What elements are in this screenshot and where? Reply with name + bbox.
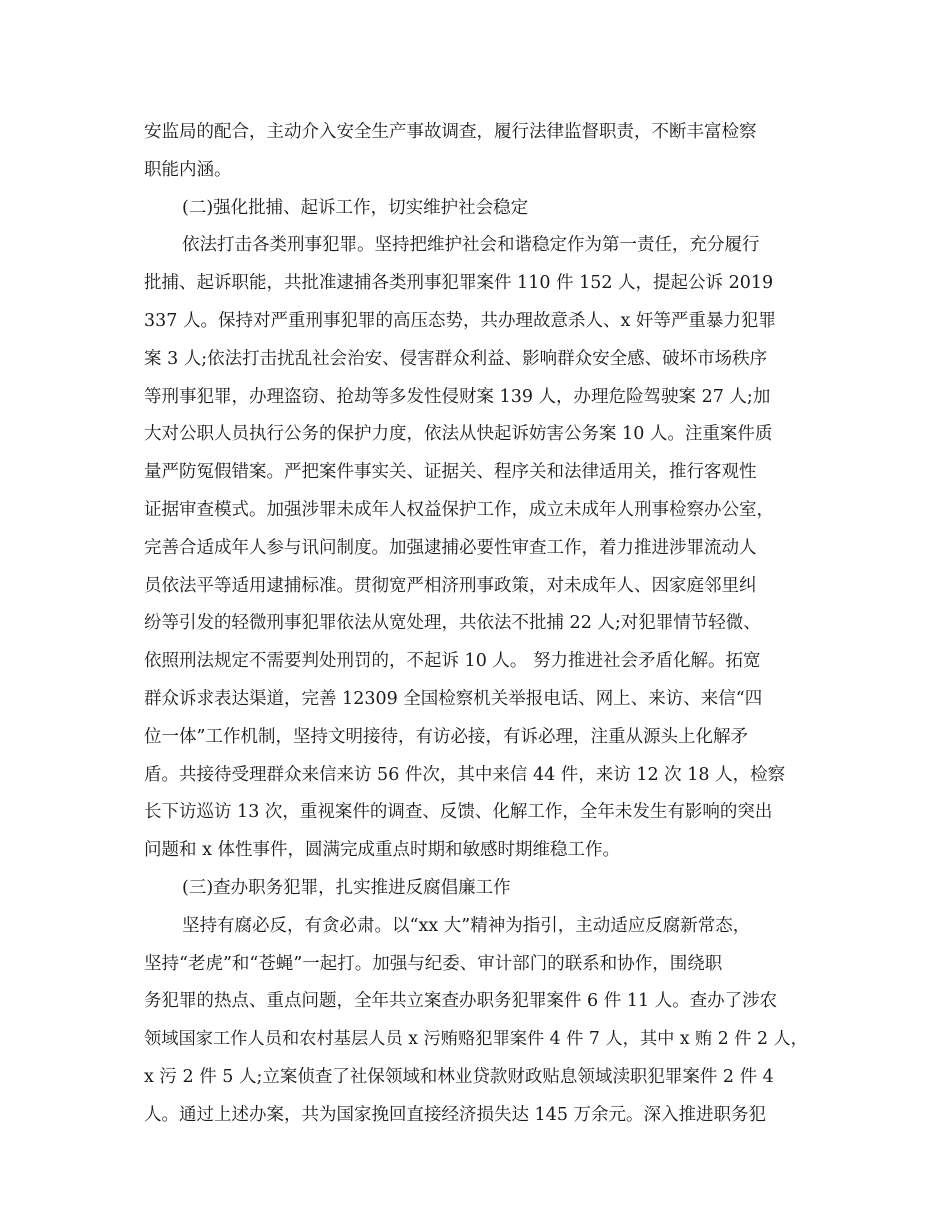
text-line: 务犯罪的热点、重点问题，全年共立案查办职务犯罪案件 6 件 11 人。查办了涉农 (144, 991, 778, 1012)
text-line: 职能内涵。 (144, 159, 232, 180)
text-line: 坚持有腐必反，有贪必肃。以“xx 大”精神为指引，主动适应反腐新常态， (182, 915, 751, 936)
text-line: 安监局的配合，主动介入安全生产事故调查，履行法律监督职责，不断丰富检察 (144, 122, 757, 142)
text-line: 大对公职人员执行公务的保护力度，依法从快起诉妨害公务案 10 人。注重案件质 (144, 424, 773, 445)
text-line: 量严防冤假错案。严把案件事实关、证据关、程序关和法律适用关，推行客观性 (144, 462, 757, 483)
text-line: 人。通过上述办案，共为国家挽回直接经济损失达 145 万余元。深入推进职务犯 (144, 1104, 767, 1125)
text-line: 批捕、起诉职能，共批准逮捕各类刑事犯罪案件 110 件 152 人，提起公诉 2019 (144, 273, 774, 294)
text-line: (二)强化批捕、起诉工作，切实维护社会稳定 (182, 197, 529, 218)
text-line: 证据审查模式。加强涉罪未成年人权益保护工作，成立未成年人刑事检察办公室， (144, 499, 774, 520)
text-line: 坚持“老虎”和“苍蝇”一起打。加强与纪委、审计部门的联系和协作，围绕职 (144, 953, 723, 974)
text-line: 依法打击各类刑事犯罪。坚持把维护社会和谐稳定作为第一责任，充分履行 (182, 235, 760, 256)
text-line: 等刑事犯罪，办理盗窃、抢劫等多发性侵财案 139 人，办理危险驾驶案 27 人;加 (144, 386, 771, 407)
text-line: x 污 2 件 5 人;立案侦查了社保领域和林业贷款财政贴息领域渎职犯罪案件 2 件 4 (144, 1066, 774, 1087)
text-line: 位一体”工作机制，坚持文明接待，有访必接，有诉必理，注重从源头上化解矛 (144, 726, 748, 747)
text-line: 案 3 人;依法打击扰乱社会治安、侵害群众利益、影响群众安全感、破坏市场秩序 (144, 348, 768, 369)
text-line: 群众诉求表达渠道，完善 12309 全国检察机关举报电话、网上、来访、来信“四 (144, 688, 763, 709)
body-text (144, 114, 808, 1135)
text-line: 完善合适成年人参与讯问制度。加强逮捕必要性审查工作，着力推进涉罪流动人 (144, 537, 757, 558)
text-line: 337 人。保持对严重刑事犯罪的高压态势，共办理故意杀人、x 奸等严重暴力犯罪 (144, 310, 776, 331)
text-line: 问题和 x 体性事件，圆满完成重点时期和敏感时期维稳工作。 (144, 840, 620, 861)
text-line: 长下访巡访 13 次，重视案件的调查、反馈、化解工作，全年未发生有影响的突出 (144, 802, 773, 823)
text-line: 依照刑法规定不需要判处刑罚的，不起诉 10 人。 努力推进社会矛盾化解。拓宽 (144, 651, 761, 672)
text-line: 纷等引发的轻微刑事犯罪依法从宽处理，共依法不批捕 22 人;对犯罪情节轻微、 (144, 613, 761, 634)
text-line: 员依法平等适用逮捕标准。贯彻宽严相济刑事政策，对未成年人、因家庭邻里纠 (144, 575, 757, 596)
text-line: 领域国家工作人员和农村基层人员 x 污贿赂犯罪案件 4 件 7 人，其中 x 贿 2 件 2 人， (144, 1029, 808, 1050)
text-line: 盾。共接待受理群众来信来访 56 件次，其中来信 44 件，来访 12 次 18 人，检察 (144, 764, 786, 785)
text-line: (三)查办职务犯罪，扎实推进反腐倡廉工作 (182, 877, 511, 898)
